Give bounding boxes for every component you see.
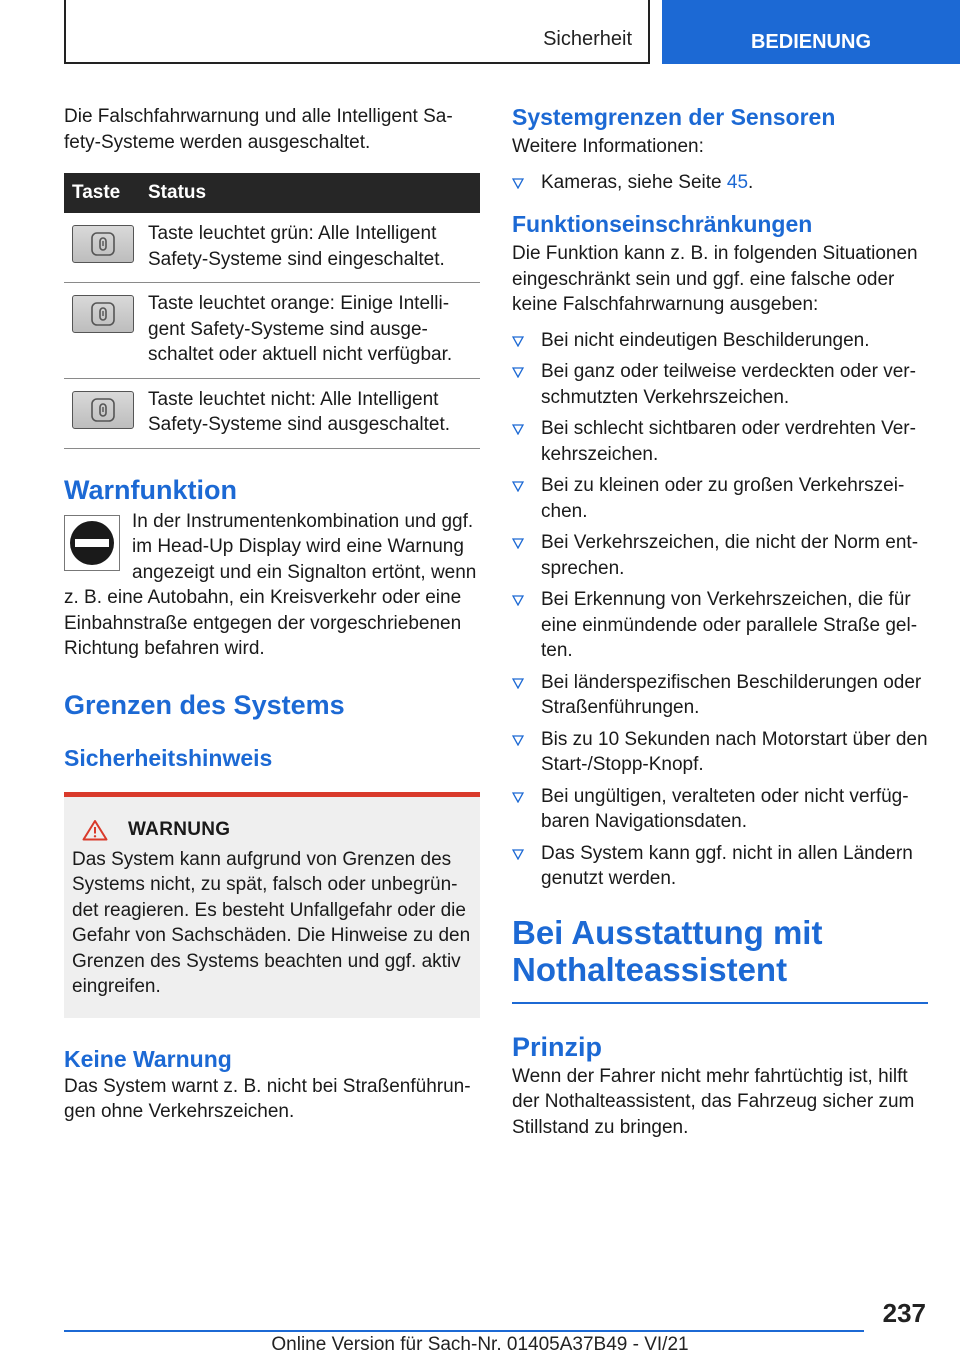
warning-box xyxy=(64,792,480,1018)
sensor-item-end: . xyxy=(748,171,754,193)
list-item xyxy=(512,727,928,778)
list-item-text: Bei zu kleinen oder zu großen Verkehrszeichen. xyxy=(541,475,905,522)
sensor-heading: Systemgrenzen der Sensoren xyxy=(512,104,836,130)
page-link[interactable]: 45 xyxy=(726,171,749,193)
intelligent-safety-key-icon xyxy=(72,295,134,333)
page-number: 237 xyxy=(882,1298,926,1328)
warning-label: WARNUNG xyxy=(128,818,231,840)
chapter-tab: BEDIENUNG xyxy=(662,0,960,64)
table-cell-status: Taste leuchtet grün: Alle Intelligent Safety-Systeme sind eingeschaltet. xyxy=(140,213,480,283)
arrow-bullet-icon xyxy=(512,336,524,347)
table-header-taste: Taste xyxy=(64,173,140,213)
sensor-intro: Weitere Informationen: xyxy=(512,136,704,157)
key-status-table xyxy=(64,173,480,449)
keine-warnung-text: Das System warnt z. B. nicht bei Straßenführungen ohne Verkehrszeichen. xyxy=(64,1075,471,1122)
table-header-status: Status xyxy=(140,173,480,213)
header-box xyxy=(64,0,650,64)
warning-text: Das System kann aufgrund von Grenzen des Systems nicht, zu spät, falsch oder unbegründet reagieren. Es besteht Unfallgefahr oder die Gefahr von Sachschäden. Die Hinweise zu den Grenzen des Systems beachten und ggf. aktiv eingreifen. xyxy=(72,848,471,997)
warnfunktion-text: In der Instrumentenkombination und ggf. im Head-Up Display wird eine Warnung angezeigt und ein Signalton ertönt, wenn z. B. eine Autobahn, ein Kreisverkehr oder eine Einbahnstraße entgegen der vorgeschriebenen Richtung befahren wird. xyxy=(64,510,477,659)
online-version-footer: Online Version für Sach-Nr. 01405A37B49 - VI/21 xyxy=(271,1334,689,1355)
warning-triangle-icon xyxy=(82,819,108,841)
list-item-text: Das System kann ggf. nicht in allen Ländern genutzt werden. xyxy=(541,842,913,889)
arrow-bullet-icon xyxy=(512,424,524,435)
big-title-line2: Nothalteassistent xyxy=(512,950,788,988)
funk-intro: Die Funktion kann z. B. in folgenden Situationen eingeschränkt sein und ggf. eine falsche oder keine Falschfahrwarnung ausgeben: xyxy=(512,243,918,315)
intelligent-safety-key-icon xyxy=(72,391,134,429)
list-item-text: Bis zu 10 Sekunden nach Motorstart über den Start-/Stopp-Knopf. xyxy=(541,728,928,775)
list-item-text: Bei ganz oder teilweise verdeckten oder verschmutzten Verkehrszeichen. xyxy=(541,361,916,408)
list-item-text: Bei schlecht sichtbaren oder verdrehten Verkehrszeichen. xyxy=(541,418,916,465)
warnfunktion-block xyxy=(64,509,480,662)
big-title-line1: Bei Ausstattung mit xyxy=(512,913,823,951)
list-item xyxy=(512,473,928,524)
list-item-text: Bei Erkennung von Verkehrszeichen, die für eine einmündende oder parallele Straße gelten. xyxy=(541,589,918,661)
list-item-text: Bei ungültigen, veralteten oder nicht verfügbaren Navigationsdaten. xyxy=(541,785,909,832)
prinzip-text: Wenn der Fahrer nicht mehr fahrtüchtig ist, hilft der Nothalteassistent, das Fahrzeug sicher zum Stillstand zu bringen. xyxy=(512,1065,915,1138)
table-row xyxy=(64,283,480,379)
list-item xyxy=(512,416,928,467)
list-item xyxy=(512,841,928,892)
intro-text: Die Falschfahrwarnung und alle Intelligent Safety-Systeme werden ausgeschaltet. xyxy=(64,106,453,153)
warning-header xyxy=(72,819,472,841)
arrow-bullet-icon xyxy=(512,178,524,189)
arrow-bullet-icon xyxy=(512,735,524,746)
list-item xyxy=(512,328,928,354)
sensor-list xyxy=(512,170,928,196)
arrow-bullet-icon xyxy=(512,792,524,803)
table-cell-status: Taste leuchtet nicht: Alle Intelligent Safety-Systeme sind ausgeschaltet. xyxy=(140,378,480,448)
arrow-bullet-icon xyxy=(512,678,524,689)
left-column xyxy=(64,104,480,1125)
table-row xyxy=(64,378,480,448)
table-row xyxy=(64,213,480,283)
warnfunktion-heading: Warnfunktion xyxy=(64,474,237,505)
prinzip-heading: Prinzip xyxy=(512,1031,603,1062)
list-item xyxy=(512,670,928,721)
list-item xyxy=(512,784,928,835)
list-item xyxy=(512,359,928,410)
list-item-text: Bei Verkehrszeichen, die nicht der Norm entsprechen. xyxy=(541,532,919,579)
sensor-item-text: Kameras, siehe Seite xyxy=(541,171,727,193)
list-item-text: Bei länderspezifischen Beschilderungen oder Straßenführungen. xyxy=(541,671,922,718)
section-title: Sicherheit xyxy=(543,28,632,50)
right-column xyxy=(512,104,928,1140)
intelligent-safety-key-icon xyxy=(72,225,134,263)
sicherheitshinweis-heading: Sicherheitshinweis xyxy=(64,744,273,771)
list-item-text: Bei nicht eindeutigen Beschilderungen. xyxy=(541,329,870,351)
arrow-bullet-icon xyxy=(512,849,524,860)
arrow-bullet-icon xyxy=(512,595,524,606)
funktionseinschraenkungen-heading: Funktionseinschränkungen xyxy=(512,211,813,237)
list-item xyxy=(512,530,928,581)
arrow-bullet-icon xyxy=(512,367,524,378)
list-item xyxy=(512,170,928,196)
arrow-bullet-icon xyxy=(512,538,524,549)
keine-warnung-heading: Keine Warnung xyxy=(64,1045,232,1072)
title-rule xyxy=(512,1002,928,1004)
no-entry-icon xyxy=(64,515,120,571)
funk-list xyxy=(512,328,928,892)
list-item xyxy=(512,587,928,664)
footer-rule xyxy=(64,1330,864,1332)
arrow-bullet-icon xyxy=(512,481,524,492)
table-cell-status: Taste leuchtet orange: Einige Intelligent Safety-Systeme sind ausgeschaltet oder aktuell nicht verfügbar. xyxy=(140,283,480,379)
grenzen-heading: Grenzen des Systems xyxy=(64,689,345,720)
